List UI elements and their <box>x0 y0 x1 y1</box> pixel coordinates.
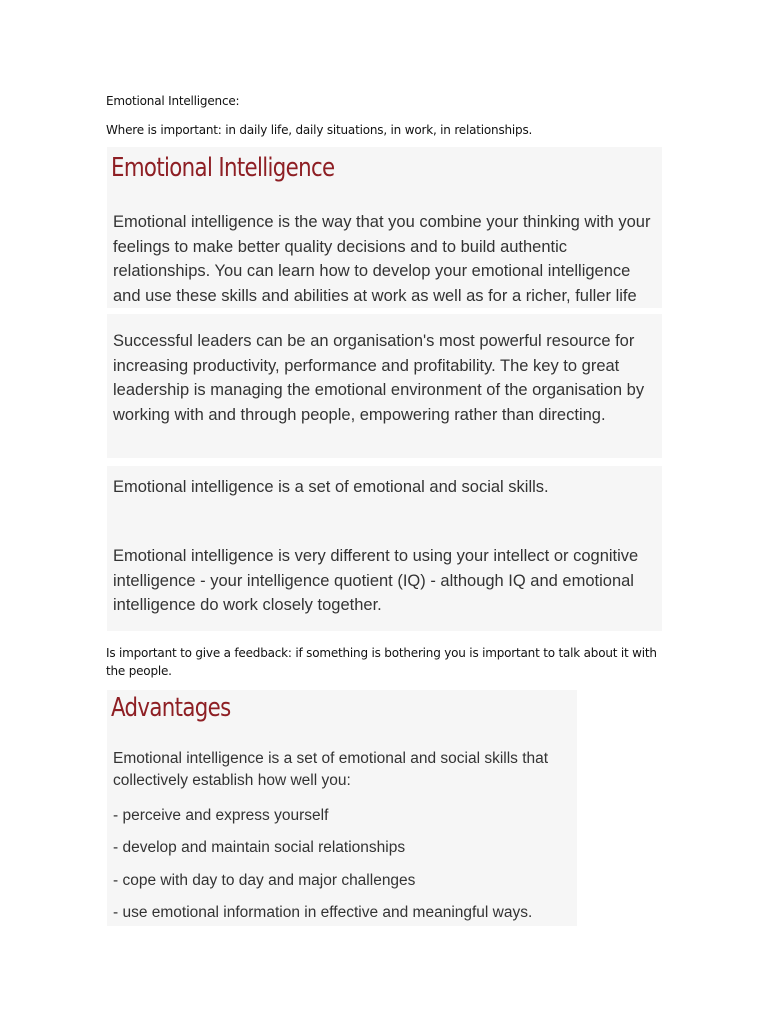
ei-paragraph-1: Emotional intelligence is the way that you combine your thinking with your feelings to make better quality decisions and to build authentic relationships. You can learn how to develop your emotional intelligence and use these skills and abilities at work as well as for a richer, fuller life <box>113 213 651 305</box>
adv-item: - cope with day to day and major challenges <box>113 872 416 889</box>
doc-heading-line: Emotional Intelligence: <box>106 94 240 108</box>
ei-paragraph-3: Emotional intelligence is a set of emotional and social skills. <box>113 478 549 496</box>
ei-paragraph-2: Successful leaders can be an organisation's most powerful resource for increasing productivity, performance and profitability. The key to great leadership is managing the emotional environment of the organisation by working with and through people, empowering rather than directing. <box>113 332 645 424</box>
advantages-image <box>107 690 577 926</box>
doc-where-line: Where is important: in daily life, daily situations, in work, in relationships. <box>106 123 533 137</box>
ei-panel-title: Emotional Intelligence <box>111 153 335 183</box>
doc-feedback-line: Is important to give a feedback: if something is bothering you is important to talk about it with the people. <box>106 646 657 678</box>
ei-paragraph-4: Emotional intelligence is very different to using your intellect or cognitive intelligence - your intelligence quotient (IQ) - although IQ and emotional intelligence do work closely together. <box>113 547 639 614</box>
panel-divider <box>107 308 662 314</box>
panel-divider <box>107 458 662 466</box>
adv-item: - perceive and express yourself <box>113 807 329 824</box>
adv-item: - use emotional information in effective and meaningful ways. <box>113 904 533 921</box>
adv-intro: Emotional intelligence is a set of emotional and social skills that collectively establish how well you: <box>113 750 549 789</box>
adv-item: - develop and maintain social relationships <box>113 839 406 856</box>
adv-panel-title: Advantages <box>111 693 231 723</box>
emotional-intelligence-image <box>107 147 662 631</box>
